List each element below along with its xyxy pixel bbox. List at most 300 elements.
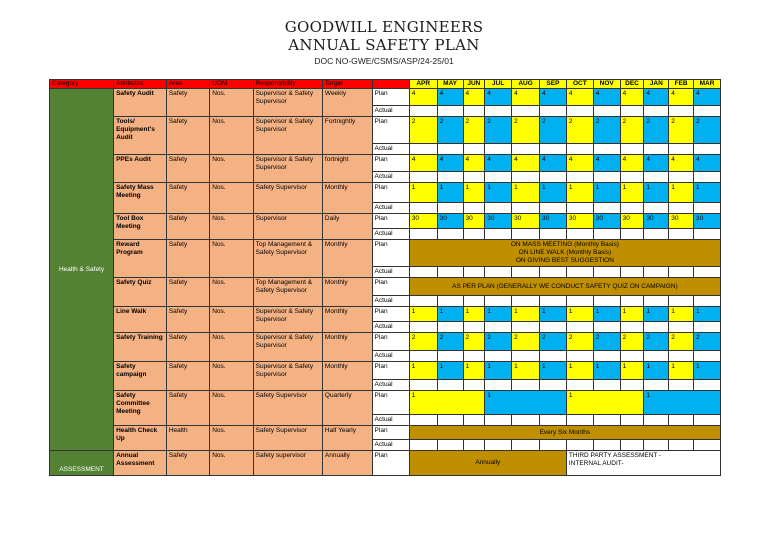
actual-value [669, 440, 694, 451]
uom-cell: Nos. [210, 451, 253, 476]
actual-value [644, 229, 669, 240]
month-value: 2 [512, 117, 540, 144]
actual-value [566, 322, 593, 333]
month-value: 1 [540, 307, 567, 322]
area-cell: Safety [166, 307, 209, 333]
actual-value [463, 203, 485, 214]
month-value: 1 [409, 307, 437, 322]
target-cell: Monthly [322, 240, 372, 278]
actual-value [644, 106, 669, 117]
plan-label: Plan [372, 155, 409, 172]
plan-label: Plan [372, 362, 409, 380]
table-row [50, 451, 721, 476]
month-value: 4 [485, 155, 512, 172]
actual-value [540, 203, 567, 214]
actual-value [694, 144, 721, 155]
responsibility-cell: Top Management & Safety Supervisor [253, 278, 322, 307]
month-value: 4 [540, 155, 567, 172]
actual-value [620, 440, 644, 451]
actual-value [409, 144, 437, 155]
month-value: 30 [644, 214, 669, 229]
actual-value [463, 415, 485, 426]
actual-value [463, 144, 485, 155]
actual-value [694, 296, 721, 307]
uom-cell: Nos. [210, 278, 253, 307]
month-value: 4 [463, 89, 485, 106]
actual-value [463, 351, 485, 362]
actual-value [540, 296, 567, 307]
actual-value [694, 440, 721, 451]
col-month: JUN [463, 80, 485, 89]
actual-value [437, 172, 463, 183]
actual-value [540, 229, 567, 240]
attribute-cell: PPEs Audit [114, 155, 167, 183]
target-cell: Monthly [322, 183, 372, 214]
month-value: 2 [694, 117, 721, 144]
month-value: 4 [620, 155, 644, 172]
plan-label: Plan [372, 391, 409, 415]
plan-label: Plan [372, 278, 409, 296]
actual-value [485, 203, 512, 214]
uom-cell: Nos. [210, 362, 253, 391]
actual-value [512, 106, 540, 117]
actual-value [694, 203, 721, 214]
plan-label: Plan [372, 183, 409, 203]
actual-value [512, 415, 540, 426]
responsibility-cell: Supervisor & Safety Supervisor [253, 117, 322, 155]
actual-value [593, 322, 620, 333]
actual-value [409, 440, 437, 451]
month-value: 1 [644, 362, 669, 380]
actual-value [463, 172, 485, 183]
assessment-line: INTERNAL AUDIT- [568, 460, 624, 467]
month-value: 4 [694, 89, 721, 106]
actual-value [644, 380, 669, 391]
month-value: 2 [620, 333, 644, 351]
actual-value [463, 229, 485, 240]
actual-value [437, 296, 463, 307]
attribute-cell: Safety Audit [114, 89, 167, 117]
actual-value [485, 351, 512, 362]
month-value: 2 [437, 333, 463, 351]
attribute-cell: Safety Quiz [114, 278, 167, 307]
month-value: 1 [512, 183, 540, 203]
table-row [50, 214, 721, 229]
actual-value [485, 380, 512, 391]
actual-value [669, 144, 694, 155]
month-value: 30 [512, 214, 540, 229]
actual-value [694, 267, 721, 278]
month-value: 4 [669, 155, 694, 172]
actual-value [540, 144, 567, 155]
month-value: 2 [644, 333, 669, 351]
actual-label: Actual [372, 144, 409, 155]
month-value: 2 [540, 333, 567, 351]
actual-value [694, 229, 721, 240]
table-row [50, 117, 721, 144]
actual-value [669, 203, 694, 214]
annual-cell: Annually [409, 451, 566, 476]
actual-value [566, 415, 593, 426]
assessment-note [566, 451, 720, 476]
actual-label: Actual [372, 415, 409, 426]
plan-label: Plan [372, 307, 409, 322]
actual-label: Actual [372, 267, 409, 278]
actual-value [620, 229, 644, 240]
actual-value [620, 296, 644, 307]
actual-value [409, 106, 437, 117]
plan-label: Plan [372, 451, 409, 476]
month-value: 2 [463, 333, 485, 351]
month-value: 1 [644, 183, 669, 203]
plan-note-line: ON LINE WALK (Monthly Basis) [518, 249, 612, 256]
actual-value [485, 172, 512, 183]
actual-value [437, 415, 463, 426]
actual-value [463, 440, 485, 451]
actual-value [485, 229, 512, 240]
actual-value [540, 322, 567, 333]
plan-note-line: ON MASS MEETING (Monthly Basis) [510, 241, 619, 248]
area-cell: Safety [166, 362, 209, 391]
actual-value [593, 267, 620, 278]
actual-value [669, 415, 694, 426]
actual-value [694, 380, 721, 391]
responsibility-cell: Supervisor & Safety Supervisor [253, 307, 322, 333]
actual-value [620, 144, 644, 155]
actual-value [644, 172, 669, 183]
month-value: 4 [694, 155, 721, 172]
plan-label: Plan [372, 117, 409, 144]
category-assessment: ASSESSMENT [50, 451, 114, 476]
uom-cell: Nos. [210, 333, 253, 362]
month-value: 1 [540, 362, 567, 380]
month-value: 4 [620, 89, 644, 106]
actual-label: Actual [372, 351, 409, 362]
col-month: NOV [593, 80, 620, 89]
month-value: 4 [437, 155, 463, 172]
actual-value [463, 296, 485, 307]
target-cell: Half Yearly [322, 426, 372, 451]
col-category: Category [50, 80, 114, 89]
month-value: 4 [409, 155, 437, 172]
target-cell: Monthly [322, 362, 372, 391]
company-name: GOODWILL ENGINEERS [284, 18, 484, 36]
col-month: APR [409, 80, 437, 89]
month-value: 1 [409, 183, 437, 203]
actual-value [669, 229, 694, 240]
actual-value [409, 296, 437, 307]
responsibility-cell: Safety supervisor [253, 451, 322, 476]
month-value: 30 [485, 214, 512, 229]
responsibility-cell: Supervisor & Safety Supervisor [253, 362, 322, 391]
month-value: 2 [463, 117, 485, 144]
actual-label: Actual [372, 229, 409, 240]
table-row [50, 333, 721, 351]
actual-value [620, 172, 644, 183]
table-row [50, 278, 721, 296]
responsibility-cell: Supervisor [253, 214, 322, 240]
month-value: 2 [409, 333, 437, 351]
target-cell: Monthly [322, 333, 372, 362]
actual-value [540, 440, 567, 451]
month-value: 4 [485, 89, 512, 106]
actual-value [566, 267, 593, 278]
assessment-line: THIRD PARTY ASSESSMENT - [568, 452, 662, 459]
col-month: JAN [644, 80, 669, 89]
uom-cell: Nos. [210, 214, 253, 240]
actual-value [593, 229, 620, 240]
col-month: MAR [694, 80, 721, 89]
actual-value [620, 380, 644, 391]
actual-value [620, 322, 644, 333]
actual-value [540, 351, 567, 362]
col-plan-actual [372, 80, 409, 89]
actual-value [644, 144, 669, 155]
month-value: 1 [620, 307, 644, 322]
actual-label: Actual [372, 203, 409, 214]
actual-value [669, 322, 694, 333]
actual-value [485, 106, 512, 117]
col-attributes: Attributes [114, 80, 167, 89]
month-value: 1 [593, 307, 620, 322]
month-value: 4 [512, 89, 540, 106]
month-value: 30 [620, 214, 644, 229]
actual-value [485, 322, 512, 333]
month-value: 4 [512, 155, 540, 172]
document-number: DOC NO-GWE/CSMS/ASP/24-25/01 [314, 56, 454, 66]
table-row [50, 89, 721, 106]
actual-value [512, 322, 540, 333]
month-value: 4 [463, 155, 485, 172]
month-value: 1 [463, 307, 485, 322]
document-title: ANNUAL SAFETY PLAN [288, 36, 480, 54]
actual-value [566, 296, 593, 307]
target-cell: Quarterly [322, 391, 372, 426]
area-cell: Safety [166, 89, 209, 117]
month-value: 30 [540, 214, 567, 229]
col-target: Target [322, 80, 372, 89]
month-value: 1 [566, 307, 593, 322]
actual-label: Actual [372, 440, 409, 451]
actual-value [566, 203, 593, 214]
actual-value [485, 144, 512, 155]
actual-value [620, 267, 644, 278]
month-value: 2 [669, 333, 694, 351]
month-value: 1 [644, 307, 669, 322]
actual-value [409, 172, 437, 183]
actual-value [644, 415, 669, 426]
actual-value [512, 172, 540, 183]
actual-value [644, 203, 669, 214]
month-value: 2 [593, 333, 620, 351]
attribute-cell: Safety Training [114, 333, 167, 362]
month-value: 2 [512, 333, 540, 351]
month-value: 1 [669, 183, 694, 203]
quarter-value: 1 [566, 391, 644, 415]
quarter-value: 1 [485, 391, 567, 415]
responsibility-cell: Safety Supervisor [253, 426, 322, 451]
month-value: 1 [437, 362, 463, 380]
col-month: JUL [485, 80, 512, 89]
area-cell: Safety [166, 333, 209, 362]
plan-label: Plan [372, 89, 409, 106]
month-value: 1 [620, 362, 644, 380]
actual-value [540, 172, 567, 183]
month-value: 1 [463, 183, 485, 203]
actual-value [512, 296, 540, 307]
actual-value [593, 440, 620, 451]
col-month: OCT [566, 80, 593, 89]
month-value: 4 [566, 155, 593, 172]
actual-value [593, 380, 620, 391]
actual-value [694, 415, 721, 426]
actual-value [566, 106, 593, 117]
actual-value [512, 144, 540, 155]
actual-value [593, 203, 620, 214]
actual-value [593, 415, 620, 426]
area-cell: Safety [166, 214, 209, 240]
actual-value [437, 380, 463, 391]
month-value: 1 [463, 362, 485, 380]
month-value: 2 [593, 117, 620, 144]
col-month: AUG [512, 80, 540, 89]
target-cell: Monthly [322, 278, 372, 307]
month-value: 2 [694, 333, 721, 351]
attribute-cell: Line Walk [114, 307, 167, 333]
actual-value [644, 440, 669, 451]
table-row [50, 426, 721, 440]
uom-cell: Nos. [210, 240, 253, 278]
target-cell: Fortnightly [322, 117, 372, 155]
actual-value [485, 267, 512, 278]
actual-value [437, 229, 463, 240]
actual-value [512, 203, 540, 214]
actual-value [644, 267, 669, 278]
col-month: FEB [669, 80, 694, 89]
actual-label: Actual [372, 172, 409, 183]
col-month: SEP [540, 80, 567, 89]
actual-value [437, 144, 463, 155]
actual-label: Actual [372, 296, 409, 307]
actual-value [437, 203, 463, 214]
table-row [50, 240, 721, 267]
table-row [50, 391, 721, 415]
actual-value [512, 380, 540, 391]
attribute-cell: Annual Assessment [114, 451, 167, 476]
month-value: 30 [463, 214, 485, 229]
actual-value [620, 351, 644, 362]
month-value: 30 [694, 214, 721, 229]
attribute-cell: Tools/ Equipment's Audit [114, 117, 167, 155]
month-value: 4 [593, 155, 620, 172]
actual-value [463, 322, 485, 333]
quarter-value: 1 [644, 391, 721, 415]
actual-value [694, 351, 721, 362]
responsibility-cell: Safety Supervisor [253, 391, 322, 426]
month-value: 1 [485, 307, 512, 322]
actual-value [694, 106, 721, 117]
actual-label: Actual [372, 322, 409, 333]
actual-value [409, 229, 437, 240]
month-value: 2 [437, 117, 463, 144]
actual-value [566, 351, 593, 362]
col-area: Area [166, 80, 209, 89]
col-responsibility: Responsibility [253, 80, 322, 89]
actual-value [540, 106, 567, 117]
actual-value [485, 440, 512, 451]
month-value: 1 [566, 183, 593, 203]
attribute-cell: Safety Committee Meeting [114, 391, 167, 426]
actual-value [620, 106, 644, 117]
area-cell: Safety [166, 278, 209, 307]
actual-value [593, 296, 620, 307]
month-value: 4 [593, 89, 620, 106]
col-month: DEC [620, 80, 644, 89]
plan-label: Plan [372, 214, 409, 229]
col-uom: UOM [210, 80, 253, 89]
plan-note: Every Six Months [409, 426, 720, 440]
actual-value [669, 380, 694, 391]
month-value: 1 [485, 362, 512, 380]
attribute-cell: Tool Box Meeting [114, 214, 167, 240]
month-value: 4 [566, 89, 593, 106]
actual-value [409, 322, 437, 333]
month-value: 30 [593, 214, 620, 229]
plan-label: Plan [372, 240, 409, 267]
actual-value [409, 203, 437, 214]
month-value: 4 [437, 89, 463, 106]
month-value: 2 [644, 117, 669, 144]
actual-value [566, 144, 593, 155]
actual-value [437, 351, 463, 362]
actual-value [512, 440, 540, 451]
month-value: 30 [437, 214, 463, 229]
actual-value [669, 296, 694, 307]
actual-value [566, 229, 593, 240]
area-cell: Safety [166, 240, 209, 278]
uom-cell: Nos. [210, 307, 253, 333]
quarter-value: 1 [409, 391, 484, 415]
actual-value [620, 203, 644, 214]
month-value: 4 [644, 89, 669, 106]
attribute-cell: Safety Mass Meeting [114, 183, 167, 214]
month-value: 1 [669, 307, 694, 322]
attribute-cell: Health Check Up [114, 426, 167, 451]
table-row [50, 362, 721, 380]
month-value: 1 [512, 307, 540, 322]
actual-value [644, 322, 669, 333]
actual-value [512, 229, 540, 240]
month-value: 1 [593, 183, 620, 203]
month-value: 2 [566, 333, 593, 351]
month-value: 30 [566, 214, 593, 229]
month-value: 2 [669, 117, 694, 144]
actual-value [463, 267, 485, 278]
actual-value [409, 415, 437, 426]
actual-value [485, 415, 512, 426]
actual-value [437, 440, 463, 451]
actual-value [540, 267, 567, 278]
actual-value [463, 380, 485, 391]
target-cell: Monthly [322, 307, 372, 333]
safety-plan-table [49, 79, 721, 476]
actual-value [437, 267, 463, 278]
actual-value [620, 415, 644, 426]
actual-label: Actual [372, 106, 409, 117]
target-cell: Weekly [322, 89, 372, 117]
month-value: 1 [409, 362, 437, 380]
actual-value [409, 380, 437, 391]
